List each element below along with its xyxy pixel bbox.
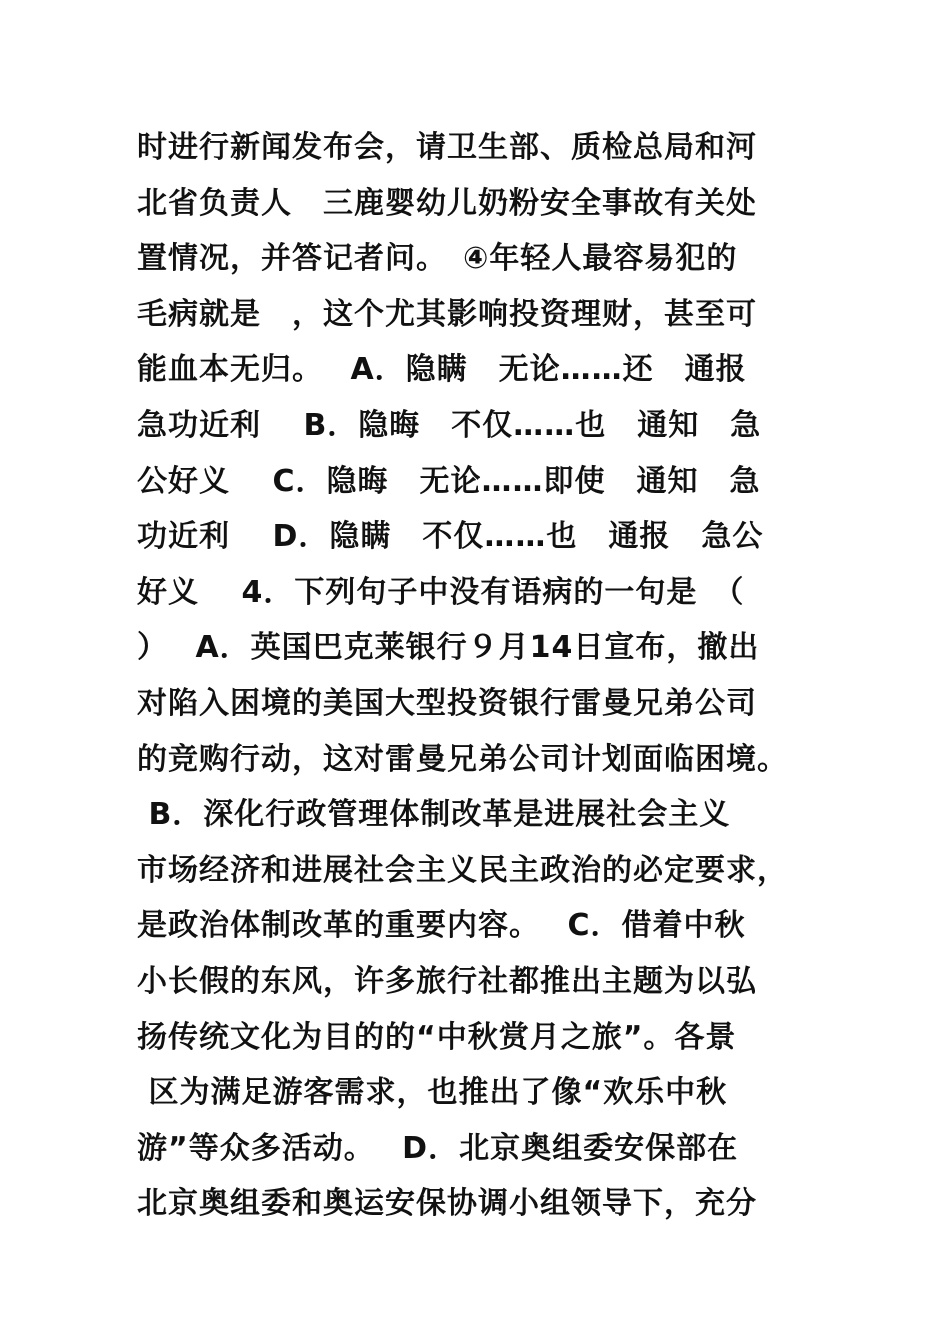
text-line-14: 市场经济和进展社会主义民主政治的必定要求， bbox=[137, 852, 788, 888]
text-line-17: 扬传统文化为目的的“中秋赏月之旅”。各景 bbox=[137, 1019, 737, 1055]
text-line-10: ） A．英国巴克莱银行９月14日宣布，撤出 bbox=[137, 630, 760, 666]
text-line-12: 的竞购行动，这对雷曼兄弟公司计划面临困境。 bbox=[137, 741, 788, 777]
text-line-3: 置情况，并答记者问。 ④年轻人最容易犯的 bbox=[137, 241, 738, 277]
text-line-8: 功近利 D．隐瞒 不仅……也 通报 急公 bbox=[137, 519, 764, 555]
text-line-4: 毛病就是 ，这个尤其影响投资理财，甚至可 bbox=[137, 296, 757, 332]
text-line-13: B．深化行政管理体制改革是进展社会主义 bbox=[137, 797, 731, 833]
text-line-11: 对陷入困境的美国大型投资银行雷曼兄弟公司 bbox=[137, 685, 757, 721]
text-line-9: 好义 4．下列句子中没有语病的一句是 （ bbox=[137, 574, 745, 610]
text-line-18: 区为满足游客需求，也推出了像“欢乐中秋 bbox=[137, 1075, 728, 1111]
text-line-1: 时进行新闻发布会，请卫生部、质检总局和河 bbox=[137, 130, 757, 165]
text-line-20: 北京奥组委和奥运安保协调小组领导下，充分 bbox=[137, 1186, 757, 1222]
text-line-2: 北省负责人 三鹿婴幼儿奶粉安全事故有关处 bbox=[137, 185, 757, 221]
text-line-5: 能血本无归。 A．隐瞒 无论……还 通报 bbox=[137, 352, 747, 388]
document-body bbox=[137, 120, 837, 1232]
text-line-7: 公好义 C．隐晦 无论……即使 通知 急 bbox=[137, 463, 761, 499]
text-line-6: 急功近利 B．隐晦 不仅……也 通知 急 bbox=[137, 407, 762, 443]
text-line-16: 小长假的东风，许多旅行社都推出主题为以弘 bbox=[137, 963, 757, 999]
text-line-19: 游”等众多活动。 D．北京奥组委安保部在 bbox=[137, 1130, 739, 1166]
text-line-15: 是政治体制改革的重要内容。 C．借着中秋 bbox=[137, 908, 746, 944]
